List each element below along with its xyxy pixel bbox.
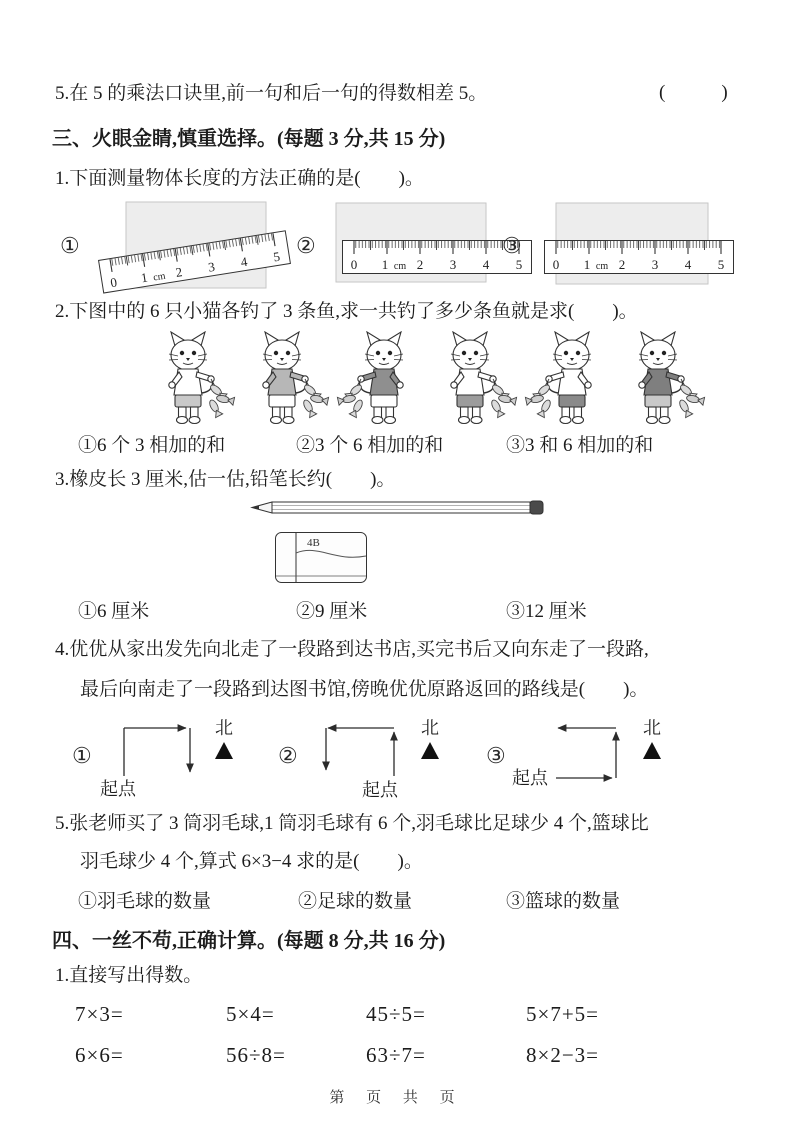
s3-q5-text-line2: 羽毛球少 4 个,算式 6×3−4 求的是( )。: [80, 851, 423, 872]
equation-5: 6×6=: [75, 1043, 124, 1067]
north-arrow-icon: [215, 742, 233, 759]
s3-q3-option-2: ②9 厘米: [296, 601, 368, 622]
page-footer: 第 页 共 页: [329, 1090, 464, 1106]
s3-q3-text: 3.橡皮长 3 厘米,估一估,铅笔长约( )。: [55, 469, 396, 490]
s3-q2-option-1: ①6 个 3 相加的和: [78, 435, 226, 456]
route-right-up-left-illustration: [510, 712, 682, 800]
cat-3-icon: [336, 331, 424, 426]
north-label: 北: [420, 718, 439, 738]
route-up-right-down-illustration: [96, 712, 254, 800]
start-point-label: 起点: [99, 779, 136, 799]
cat-5-icon: [524, 331, 612, 426]
equation-3: 45÷5=: [366, 1002, 426, 1026]
s3-q2-option-3: ③3 和 6 相加的和: [506, 435, 654, 456]
cat-2-icon: [242, 331, 330, 426]
s3-q4-text-line1: 4.优优从家出发先向北走了一段路到达书店,买完书后又向东走了一段路,: [55, 639, 649, 660]
north-arrow-icon: [643, 742, 661, 759]
pencil-illustration: [246, 497, 548, 519]
s3-q2-option-2: ②3 个 6 相加的和: [296, 435, 444, 456]
north-arrow-icon: [421, 742, 439, 759]
route-up-left-down-illustration: [302, 712, 460, 800]
eraser-grade-label: 4B: [307, 537, 320, 549]
s3-q1-text: 1.下面测量物体长度的方法正确的是( )。: [55, 168, 424, 189]
route-diagram-1: [72, 712, 254, 800]
diagram-1-label: ①: [72, 743, 92, 768]
route-diagram-2: [278, 712, 460, 800]
judge-item-5-answer-brackets: ( ): [659, 82, 730, 103]
equation-6: 56÷8=: [226, 1043, 286, 1067]
s3-q5-text-line1: 5.张老师买了 3 筒羽毛球,1 筒羽毛球有 6 个,羽毛球比足球少 4 个,篮球比: [55, 813, 649, 834]
start-point-label: 起点: [511, 768, 548, 788]
section3-title: 三、火眼金睛,慎重选择。(每题 3 分,共 15 分): [52, 128, 446, 150]
ruler-tilted-illustration: [84, 196, 312, 296]
figure-1-label: ①: [60, 233, 80, 258]
cat-1-icon: [148, 331, 236, 426]
equation-4: 5×7+5=: [526, 1002, 600, 1026]
s3-q3-option-3: ③12 厘米: [506, 601, 587, 622]
s3-q2-text: 2.下图中的 6 只小猫各钓了 3 条鱼,求一共钓了多少条鱼就是求( )。: [55, 301, 638, 322]
equation-1: 7×3=: [75, 1002, 124, 1026]
s3-q3-option-1: ①6 厘米: [78, 601, 150, 622]
diagram-3-label: ③: [486, 743, 506, 768]
s3-q4-text-line2: 最后向南走了一段路到达图书馆,傍晚优优原路返回的路线是( )。: [80, 679, 649, 700]
section4-title: 四、一丝不苟,正确计算。(每题 8 分,共 16 分): [52, 930, 446, 952]
cat-4-icon: [430, 331, 518, 426]
ruler-figure-1: [60, 196, 312, 296]
judge-item-5-text: 5.在 5 的乘法口诀里,前一句和后一句的得数相差 5。: [55, 83, 488, 104]
start-point-label: 起点: [361, 780, 398, 800]
north-label: 北: [642, 718, 661, 738]
figure-3-label: ③: [502, 233, 522, 258]
figure-2-label: ②: [296, 233, 316, 258]
cats-illustration: [148, 331, 706, 426]
s3-q5-option-2: ②足球的数量: [298, 891, 413, 912]
ruler-figure-2: [296, 198, 536, 294]
north-label: 北: [214, 718, 233, 738]
s3-q5-option-3: ③篮球的数量: [506, 891, 621, 912]
cat-6-icon: [618, 331, 706, 426]
diagram-2-label: ②: [278, 743, 298, 768]
s4-q1-label: 1.直接写出得数。: [55, 965, 203, 986]
eraser-illustration: [274, 531, 372, 589]
equation-8: 8×2−3=: [526, 1043, 600, 1067]
s3-q5-option-1: ①羽毛球的数量: [78, 891, 212, 912]
ruler-aligned-illustration: [526, 198, 742, 294]
ruler-figure-3: [502, 198, 742, 294]
route-diagram-3: [486, 712, 682, 800]
equation-7: 63÷7=: [366, 1043, 426, 1067]
equation-2: 5×4=: [226, 1002, 275, 1026]
